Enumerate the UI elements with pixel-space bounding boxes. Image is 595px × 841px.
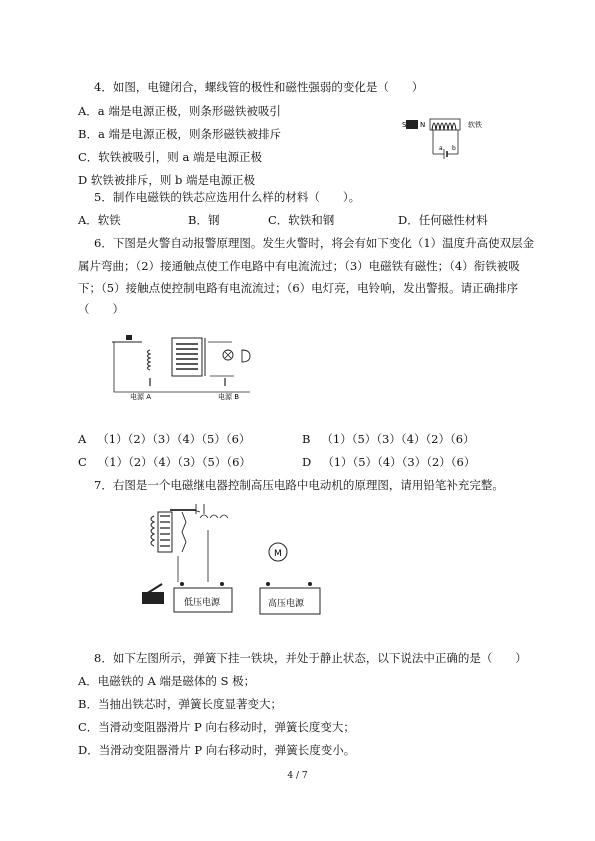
q8-option-a: A．电磁铁的 A 端是磁体的 S 极； <box>78 674 256 688</box>
q6-option-b <box>302 432 475 446</box>
q5-option-d: D．任何磁性材料 <box>398 213 488 227</box>
q7-figure-relay <box>134 500 366 620</box>
q4-option-d: D 软铁被排斥，则 b 端是电源正极 <box>78 173 256 187</box>
q6-figure-fire-alarm <box>110 330 270 400</box>
bell-icon <box>242 350 250 362</box>
q5-option-c: C．软铁和钢 <box>268 213 335 227</box>
high-voltage-label: 高压电源 <box>268 599 305 609</box>
label-s: S <box>402 121 407 129</box>
q6-option-c-sequence: （1）（2）（4）（3）（5）（6） <box>97 455 251 469</box>
label-a: a <box>439 145 443 152</box>
q8-option-c: C．当滑动变阻器滑片 P 向右移动时，弹簧长度变大； <box>78 720 355 734</box>
bar-magnet <box>406 120 418 129</box>
switch-base <box>142 592 164 604</box>
q6-option-d-letter: D <box>302 455 312 469</box>
q6-line-1: 6．下图是火警自动报警原理图。发生火警时，将会有如下变化（1）温度升高使双层金 <box>94 236 535 250</box>
spring <box>182 512 186 552</box>
label-b: b <box>452 145 456 152</box>
q7-stem: 7．右图是一个电磁继电器控制高压电路中电动机的原理图，请用铅笔补充完整。 <box>94 478 504 492</box>
page-number: 4 / 7 <box>287 771 308 781</box>
q6-option-c-letter: C <box>78 455 87 469</box>
q6-line-2: 属片弯曲；（2）接通触点使工作电路中有电流流过；（3）电磁铁有磁性；（4）衔铁被吸 <box>78 259 520 273</box>
q8-option-b: B．当抽出铁芯时，弹簧长度显著变大； <box>78 697 282 711</box>
q4-option-c: C．软铁被吸引，则 a 端是电源正极 <box>78 150 262 164</box>
q5-option-a: A．软铁 <box>78 213 121 227</box>
q6-option-a-sequence: （1）（2）（3）（4）（5）（6） <box>97 432 251 446</box>
label-power-a: 电源 A <box>130 393 152 400</box>
solenoid-coil <box>432 123 456 130</box>
q6-line-3: 下；（5）接触点使控制电路有电流流过；（6）电灯亮，电铃响，发出警报。请正确排序 <box>78 281 519 295</box>
q8-option-d: D．当滑动变阻器滑片 P 向右移动时，弹簧长度变小。 <box>78 743 356 757</box>
contacts <box>194 504 204 514</box>
q4-option-b: B．a 端是电源正极，则条形磁铁被排斥 <box>78 127 281 141</box>
label-n: N <box>420 121 426 129</box>
q6-option-d <box>302 455 475 469</box>
q6-option-b-letter: B <box>302 432 311 446</box>
q4-figure-solenoid <box>398 112 498 160</box>
q6-line-4: （ ） <box>78 302 124 316</box>
q6-option-a-letter: A <box>78 432 87 446</box>
label-power-b: 电源 B <box>218 393 240 400</box>
q6-option-d-sequence: （1）（5）（4）（3）（2）（6） <box>322 455 476 469</box>
q6-option-c <box>78 455 251 469</box>
motor-label: M <box>274 549 282 559</box>
coil-left <box>148 350 151 370</box>
q4-option-a: A．a 端是电源正极，则条形磁铁被吸引 <box>78 104 281 118</box>
q4-stem: 4．如图，电键闭合，螺线管的极性和磁性强弱的变化是（ ） <box>94 80 424 94</box>
q5-stem: 5．制作电磁铁的铁芯应选用什么样的材料（ ）。 <box>94 190 361 204</box>
label-soft-iron: 软铁 <box>468 121 482 129</box>
q6-option-b-sequence: （1）（5）（3）（4）（2）（6） <box>321 432 475 446</box>
low-voltage-label: 低压电源 <box>184 598 221 608</box>
q5-option-b: B．钢 <box>188 213 220 227</box>
bimetal-strip <box>126 335 132 340</box>
q8-stem: 8．如下左图所示，弹簧下挂一铁块，并处于静止状态，以下说法中正确的是（ ） <box>94 651 527 665</box>
q6-option-a <box>78 432 250 446</box>
relay-coil <box>151 516 154 546</box>
